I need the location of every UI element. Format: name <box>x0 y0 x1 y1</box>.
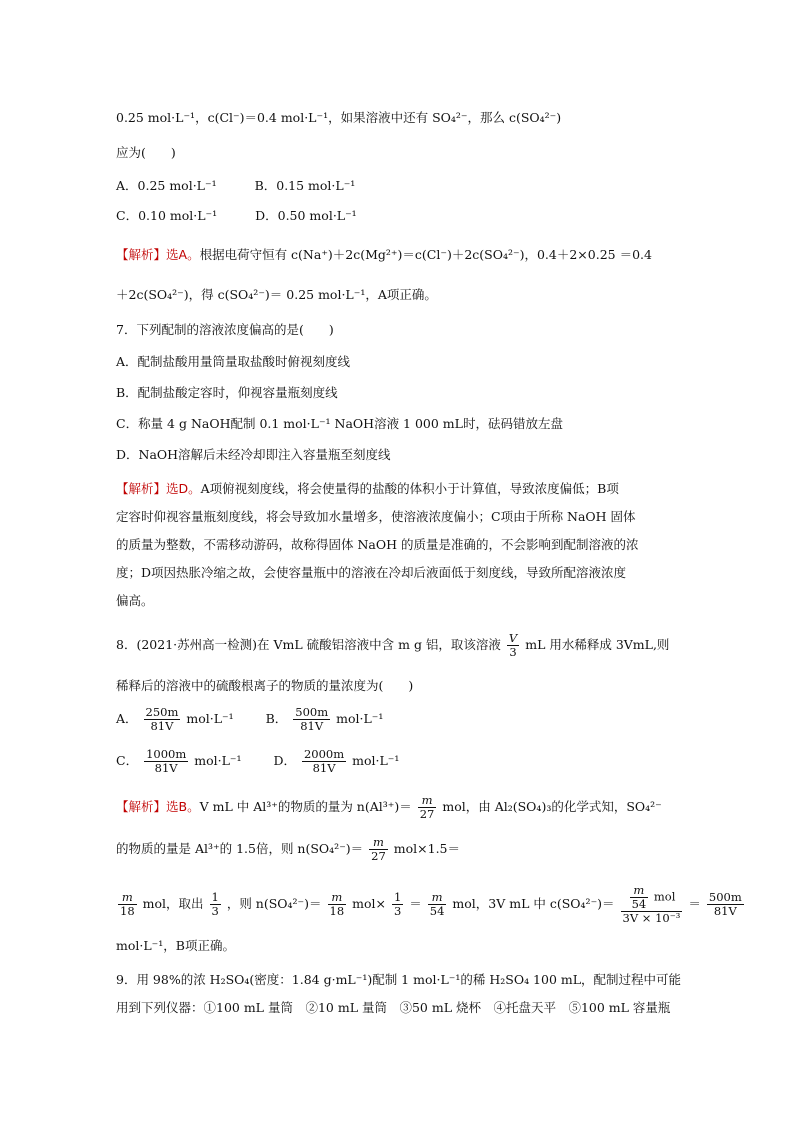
numerator: 500m <box>708 890 742 904</box>
compound-denominator: 3V × 10⁻³ <box>622 911 681 925</box>
q7-explanation-line3: 的质量为整数，不需移动游码，故称得固体 NaOH 的质量是准确的，不会影响到配制溶液的浓 <box>116 537 639 552</box>
q8-stem-part: VmL 硫酸铝溶液中含 <box>273 637 395 652</box>
q8-explanation-line4: mol·L⁻¹，B项正确。 <box>116 938 235 953</box>
q9-line1: 9．用 98%的浓 H₂SO₄(密度：1.84 g·mL⁻¹)配制 1 mol·L⁻¹的稀 H₂SO₄ 100 mL，配制过程中可能 <box>116 972 682 987</box>
q8-options-cd <box>116 748 686 780</box>
numerator: 2000m <box>303 747 345 761</box>
denominator: 54 <box>429 904 445 918</box>
denominator: 3 <box>211 904 219 918</box>
fraction-m-over-54 <box>630 884 649 911</box>
answer-choice: 选D。 <box>166 481 201 496</box>
q6-options-ab <box>116 176 686 196</box>
explanation-text: V mL 中 Al³⁺的物质的量为 n(Al³⁺)＝ <box>199 799 412 814</box>
q9-line2: 用到下列仪器：①100 mL 量筒 ②10 mL 量筒 ③50 mL 烧杯 ④托盘天平 ⑤100 mL 容量瓶 <box>116 1000 671 1015</box>
q7-explanation-line2: 定容时仰视容量瓶刻度线，将会导致加水量增多，使溶液浓度偏小；C项由于所称 NaOH 固体 <box>116 509 636 524</box>
q8-stem-line2: 稀释后的溶液中的硫酸根离子的物质的量浓度为( ) <box>116 678 414 693</box>
option-c-label: C． <box>116 753 139 768</box>
numerator: 1 <box>393 890 402 904</box>
fraction-m-over-54 <box>428 891 447 918</box>
explanation-text: mol×1.5＝ <box>393 841 461 856</box>
denominator: 81V <box>300 719 324 733</box>
option-b-unit: mol·L⁻¹ <box>336 711 384 726</box>
q6-line1: 0.25 mol·L⁻¹，c(Cl⁻)＝0.4 mol·L⁻¹，如果溶液中还有 SO₄²⁻，那么 c(SO₄²⁻) <box>116 110 562 125</box>
explanation-text: mol，取出 <box>142 896 204 911</box>
compound-fraction <box>621 884 683 925</box>
denominator: 81V <box>150 719 174 733</box>
fraction-m-over-27 <box>369 836 388 863</box>
option-a-fraction <box>144 706 181 733</box>
explanation-text: mol× <box>352 896 386 911</box>
q7-option-d: D．NaOH溶解后未经冷却即注入容量瓶至刻度线 <box>116 447 391 462</box>
denominator: 18 <box>329 904 345 918</box>
option-a-label: A． <box>116 711 138 726</box>
q7-explanation-line1 <box>116 479 686 499</box>
q6-option-b: B．0.15 mol·L⁻¹ <box>254 178 356 193</box>
option-b-fraction <box>293 706 330 733</box>
denominator: 81V <box>154 761 178 775</box>
denominator: 27 <box>371 849 386 863</box>
denominator: 54 <box>631 897 647 911</box>
explanation-text: 根据电荷守恒有 c(Na⁺)＋2c(Mg²⁺)＝c(Cl⁻)＋2c(SO₄²⁻)，0.4＋2×0.25 ＝0.4 <box>199 247 652 262</box>
option-c-fraction <box>144 748 188 775</box>
q6-explanation-line1 <box>116 245 686 265</box>
explanation-text: ＝ <box>409 896 422 911</box>
q8-explanation-line1 <box>116 794 686 824</box>
fraction-m-over-18 <box>328 891 347 918</box>
option-b-label: B． <box>265 711 288 726</box>
answer-choice: 选B。 <box>166 799 200 814</box>
analysis-tag: 【解析】 <box>116 799 167 814</box>
explanation-text: mol，3V mL 中 c(SO₄²⁻)＝ <box>452 896 615 911</box>
option-d-fraction <box>302 748 346 775</box>
explanation-text: A项俯视刻度线，将会使量得的盐酸的体积小于计算值，导致浓度偏低；B项 <box>200 481 619 496</box>
q8-stem-part: mL 用水稀释成 3VmL,则 <box>525 637 670 652</box>
q6-option-d: D．0.50 mol·L⁻¹ <box>255 208 357 223</box>
result-fraction <box>707 891 744 918</box>
q7-explanation-line4: 度；D项因热胀冷缩之故，会使容量瓶中的溶液在冷却后液面低于刻度线，导致所配溶液浓度 <box>116 565 627 580</box>
answer-choice: 选A。 <box>166 247 200 262</box>
q8-stem-part: m g 铝，取该溶液 <box>398 637 501 652</box>
q7-stem: 7．下列配制的溶液浓度偏高的是( ) <box>116 322 334 337</box>
analysis-tag: 【解析】 <box>116 247 167 262</box>
denominator: 3 <box>393 904 402 918</box>
q8-stem-part: 8．(2021·苏州高一检测)在 <box>116 637 270 652</box>
option-d-unit: mol·L⁻¹ <box>352 753 400 768</box>
q8-stem-line1 <box>116 632 686 659</box>
numerator: m <box>118 891 137 905</box>
option-a-unit: mol·L⁻¹ <box>186 711 234 726</box>
option-c-unit: mol·L⁻¹ <box>194 753 242 768</box>
q8-explanation-line3 <box>116 883 742 925</box>
q8-options-ab <box>116 706 686 738</box>
denominator: 81V <box>713 904 737 918</box>
denominator: 27 <box>419 807 435 821</box>
fraction-v-over-3 <box>507 632 519 659</box>
numerator: m <box>369 836 388 850</box>
fraction-m-over-27 <box>418 794 437 821</box>
option-d-label: D． <box>273 753 296 768</box>
explanation-text: ＝ <box>688 896 701 911</box>
denominator: 81V <box>312 761 336 775</box>
q6-line2: 应为( ) <box>116 145 176 160</box>
q7-explanation-line5: 偏高。 <box>116 593 154 608</box>
q6-options-cd <box>116 206 686 226</box>
q8-explanation-line2 <box>116 836 686 866</box>
analysis-tag: 【解析】 <box>116 481 167 496</box>
q7-option-b: B．配制盐酸定容时，仰视容量瓶刻度线 <box>116 385 338 400</box>
denominator: 3 <box>509 645 517 659</box>
q6-option-c: C．0.10 mol·L⁻¹ <box>116 208 218 223</box>
q7-option-c: C．称量 4 g NaOH配制 0.1 mol·L⁻¹ NaOH溶液 1 000 mL时，砝码错放左盘 <box>116 416 563 431</box>
q6-option-a: A．0.25 mol·L⁻¹ <box>116 178 217 193</box>
fraction-1-over-3 <box>392 891 403 918</box>
fraction-m-over-18 <box>118 891 137 918</box>
explanation-text: ，则 n(SO₄²⁻)＝ <box>226 896 322 911</box>
numerator: 500m <box>295 705 329 719</box>
numerator: 1000m <box>146 747 187 761</box>
numerator: V <box>508 631 518 645</box>
compound-numerator <box>621 884 683 912</box>
numerator: 1 <box>211 890 219 904</box>
q7-option-a: A．配制盐酸用量筒量取盐酸时俯视刻度线 <box>116 354 351 369</box>
denominator: 18 <box>120 904 135 918</box>
numerator: m <box>418 794 437 808</box>
explanation-text: mol，由 Al₂(SO₄)₃的化学式知，SO₄²⁻ <box>442 799 662 814</box>
fraction-1-over-3 <box>210 891 221 918</box>
numerator: m <box>630 884 649 898</box>
explanation-text: 的物质的量是 Al³⁺的 1.5倍，则 n(SO₄²⁻)＝ <box>116 841 364 856</box>
numerator: 250m <box>145 705 179 719</box>
unit-text: mol <box>653 889 676 904</box>
numerator: m <box>328 891 347 905</box>
numerator: m <box>428 891 447 905</box>
q6-explanation-line2: ＋2c(SO₄²⁻)，得 c(SO₄²⁻)＝ 0.25 mol·L⁻¹，A项正确。 <box>116 287 437 302</box>
